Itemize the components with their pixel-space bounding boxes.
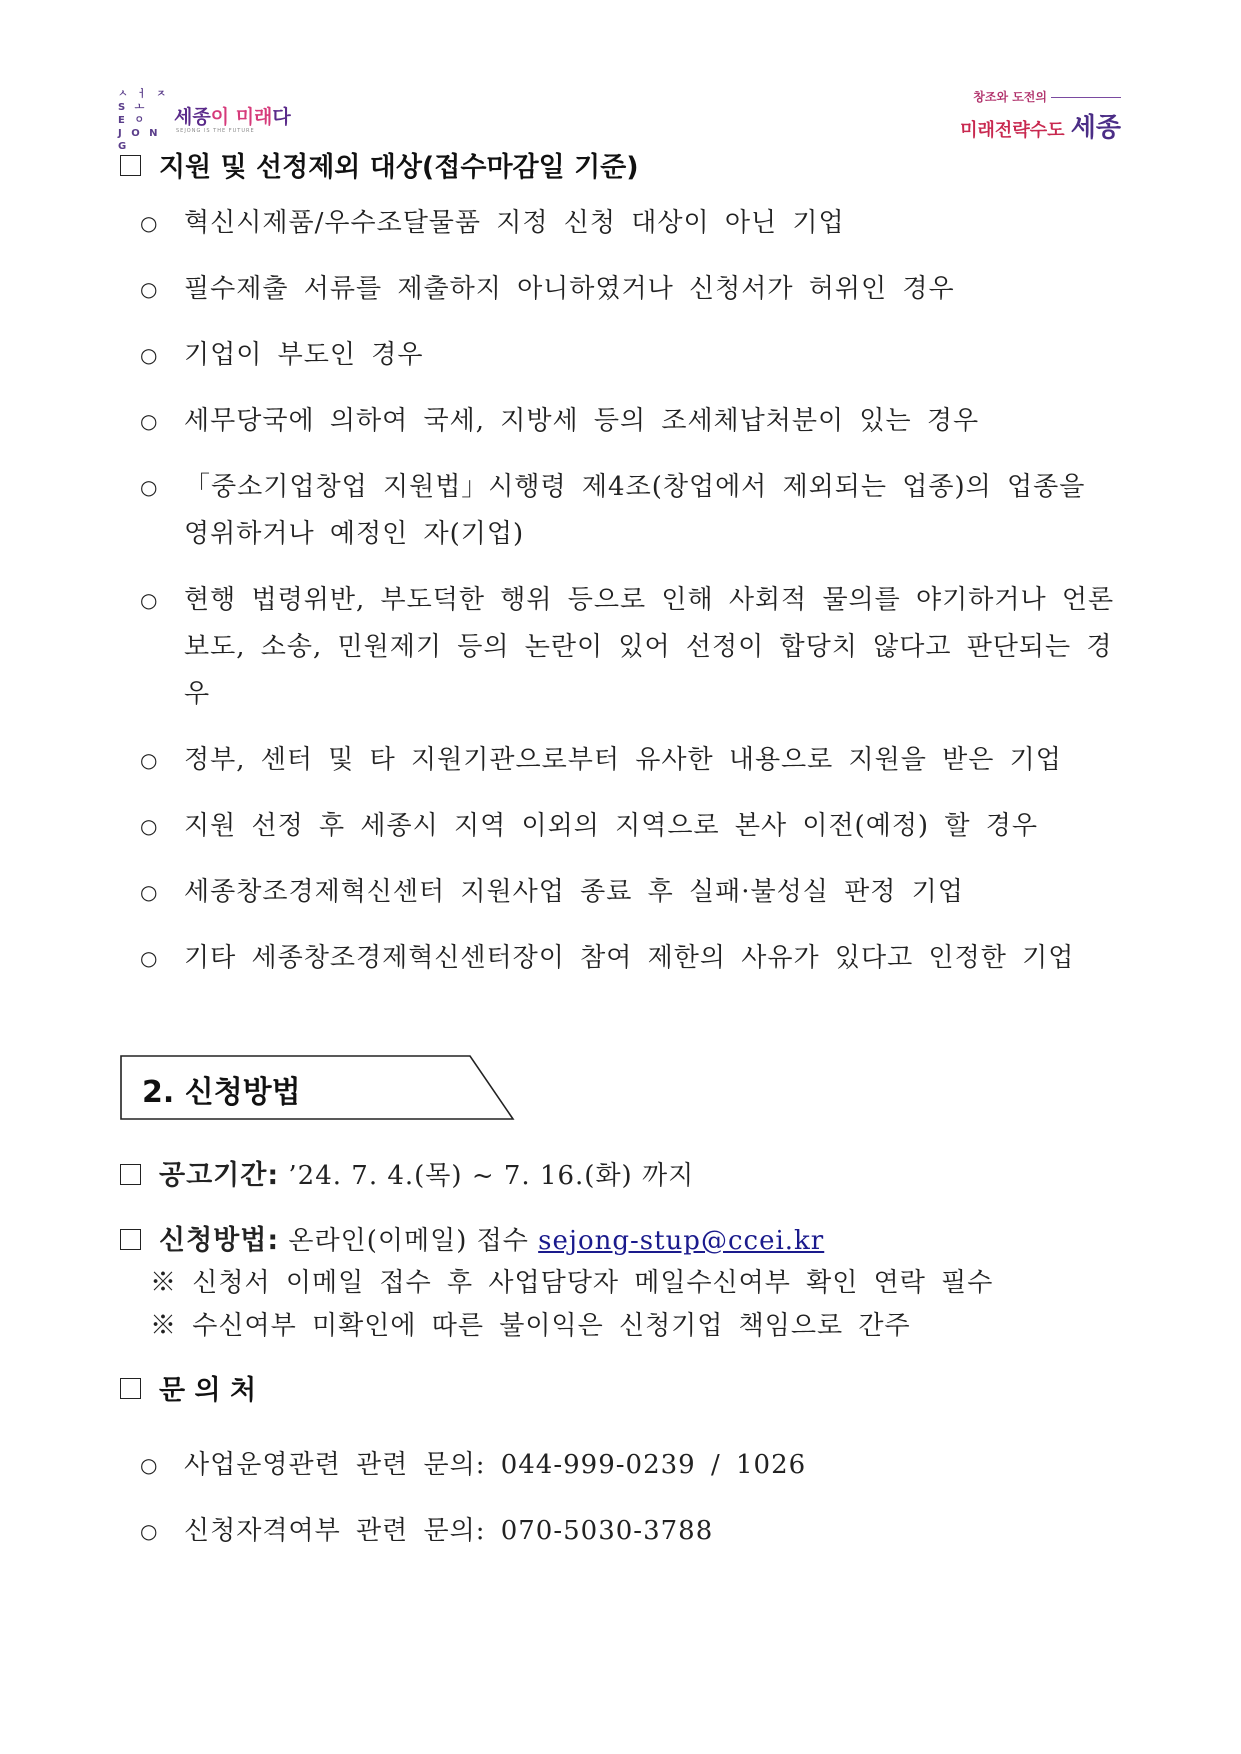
method-label: 신청방법: [159,1225,280,1256]
list-item: ○ 혁신시제품/우수조달물품 지정 신청 대상이 아닌 기업 [140,200,1122,247]
logo-slogan-line2: 미래전략수도 세종 [960,113,1121,143]
email-link[interactable]: sejong-stup@ccei.kr [538,1226,825,1256]
application-method-row [120,1218,824,1257]
list-item: ○ 현행 법령위반, 부도덕한 행위 등으로 인해 사회적 물의를 야기하거나 언론보도, 소송, 민원제기 등의 논란이 있어 선정이 합당치 않다고 판단되는 경우 [140,577,1122,718]
circle-bullet-icon: ○ [140,588,159,612]
list-item: ○ 신청자격여부 관련 문의: 070-5030-3788 [140,1498,806,1564]
list-item: ○ 필수제출 서류를 제출하지 아니하였거나 신청서가 허위인 경우 [140,266,1122,313]
checkbox-square-icon [120,1229,141,1250]
circle-bullet-icon: ○ [140,211,159,235]
sejong-capital-logo [921,88,1121,143]
list-item: ○ 세무당국에 의하여 국세, 지방세 등의 조세체납처분이 있는 경우 [140,398,1122,445]
logo-rule [1051,97,1121,98]
logo-letter-grid: ㅅ ㅓ ㅈ S ㅗ E ㅇ J O N G [118,89,169,152]
list-item: ○ 지원 선정 후 세종시 지역 이외의 지역으로 본사 이전(예정) 할 경우 [140,803,1122,850]
circle-bullet-icon: ○ [140,409,159,433]
logo-slogan-line1: 창조와 도전의 [921,88,1121,105]
circle-bullet-icon: ○ [140,880,159,904]
list-item: ○ 「중소기업창업 지원법」시행령 제4조(창업에서 제외되는 업종)의 업종을 영위하거나 예정인 자(기업) [140,464,1122,558]
circle-bullet-icon: ○ [140,343,159,367]
sejong-future-logo [118,88,318,152]
list-item: ○ 기타 세종창조경제혁신센터장이 참여 제한의 사유가 있다고 인정한 기업 [140,935,1122,982]
list-item: ○ 사업운영관련 관련 문의: 044-999-0239 / 1026 [140,1432,806,1498]
note-line: ※ 신청서 이메일 접수 후 사업담당자 메일수신여부 확인 연락 필수 [150,1268,994,1298]
period-label: 공고기간: [159,1160,280,1191]
list-item: ○ 세종창조경제혁신센터 지원사업 종료 후 실패·불성실 판정 기업 [140,869,1122,916]
logo-tagline: SEJONG IS THE FUTURE [176,128,255,134]
note-line: ※ 수신여부 미확인에 따른 불이익은 신청기업 책임으로 간주 [150,1311,911,1341]
circle-bullet-icon: ○ [140,748,159,772]
section-2-title-box [120,1055,515,1120]
logo-brand-text: 세종이 미래다 [174,106,291,128]
circle-bullet-icon: ○ [140,277,159,301]
circle-bullet-icon: ○ [140,814,159,838]
contact-heading: 문 의 처 [120,1368,256,1407]
list-item: ○ 정부, 센터 및 타 지원기관으로부터 유사한 내용으로 지원을 받은 기업 [140,737,1122,784]
circle-bullet-icon: ○ [140,946,159,970]
announcement-period-row [120,1153,694,1192]
circle-bullet-icon: ○ [140,1453,159,1477]
circle-bullet-icon: ○ [140,1519,159,1543]
checkbox-square-icon [120,1378,141,1399]
period-value: ’24. 7. 4.(목) ~ 7. 16.(화) 까지 [279,1161,695,1191]
exclusion-heading: 지원 및 선정제외 대상(접수마감일 기준) [120,145,639,184]
method-value: 온라인(이메일) 접수 [279,1226,539,1256]
exclusion-list [140,200,1122,982]
checkbox-square-icon [120,1164,141,1185]
checkbox-square-icon [120,155,141,176]
section-2-title: 2. 신청방법 [142,1075,301,1110]
circle-bullet-icon: ○ [140,475,159,499]
contact-list [140,1432,806,1564]
list-item: ○ 기업이 부도인 경우 [140,332,1122,379]
